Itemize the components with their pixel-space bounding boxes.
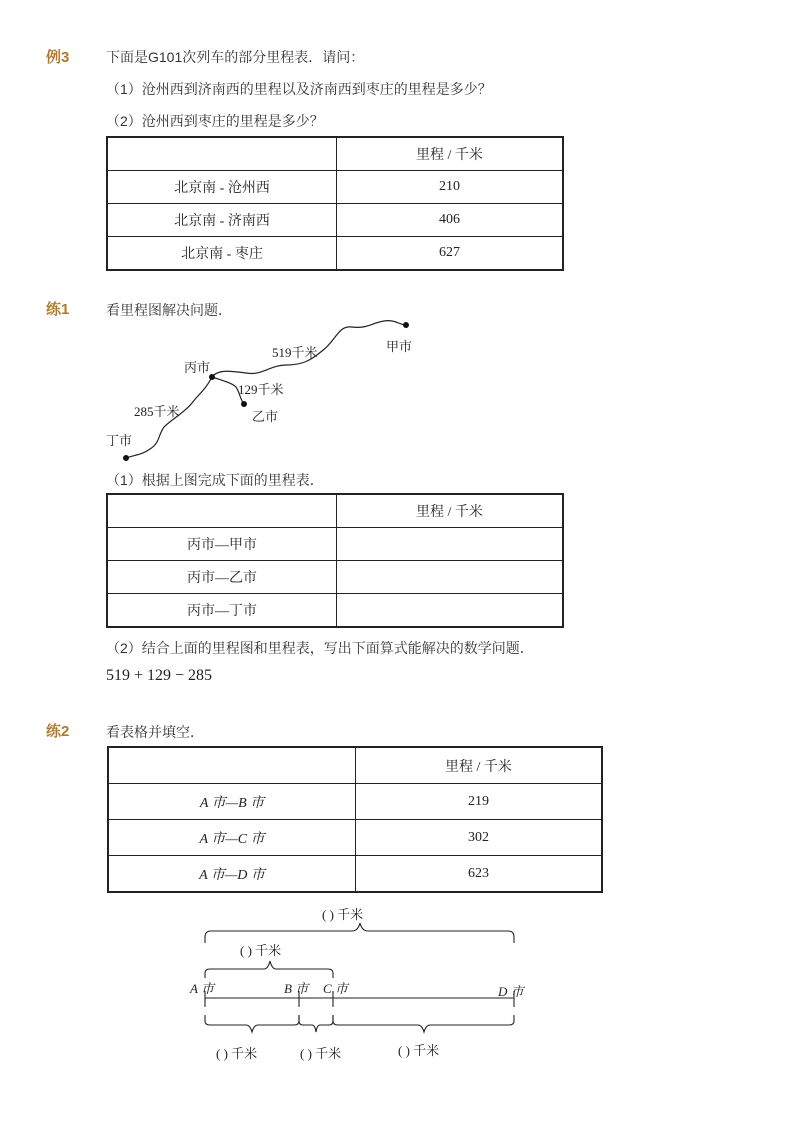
table-row: [107, 171, 563, 204]
table-cell-route: 北京南 - 济南西: [107, 204, 337, 237]
table-cell-route: 北京南 - 枣庄: [107, 237, 337, 271]
table-header-cell: [107, 494, 337, 528]
table-row: [108, 820, 602, 856]
table-cell-route: 丙市—甲市: [107, 528, 337, 561]
mileage-map: [0, 315, 800, 465]
example-3-question-2: （2）沧州西到枣庄的里程是多少？: [106, 113, 324, 129]
table-header-cell: 里程 / 千米: [337, 137, 564, 171]
table-row: [108, 856, 602, 893]
table-row: [107, 561, 563, 594]
table-cell-distance: 210: [337, 171, 564, 204]
distance-label-bing-ding: 285千米: [134, 404, 180, 419]
table-cell-route: 丙市—乙市: [107, 561, 337, 594]
table-cell-distance: 623: [356, 856, 603, 893]
table-header-row: [107, 494, 563, 528]
table-header-cell: [107, 137, 337, 171]
practice-1-table: [106, 493, 564, 628]
distance-label-bing-yi: 129千米: [238, 382, 284, 397]
table-cell-blank[interactable]: [337, 528, 564, 561]
point-label-d: D 市: [498, 984, 524, 999]
blank-a-b: ( ) 千米: [216, 1046, 258, 1061]
example-3-question-1: （1）沧州西到济南西的里程以及济南西到枣庄的里程是多少？: [106, 81, 492, 97]
blank-a-c: ( ) 千米: [240, 943, 282, 958]
table-header-cell: [108, 747, 356, 784]
practice-1-intro: 看里程图解决问题．: [106, 302, 232, 318]
point-label-c: C 市: [323, 981, 348, 996]
table-cell-route: A 市—D 市: [108, 856, 356, 893]
point-label-b: B 市: [284, 981, 309, 996]
table-row: [107, 528, 563, 561]
table-cell-distance: 627: [337, 237, 564, 271]
practice-2-tag: 练2: [46, 723, 70, 740]
table-cell-blank[interactable]: [337, 561, 564, 594]
table-header-cell: 里程 / 千米: [356, 747, 603, 784]
city-label-ding: 丁市: [106, 433, 133, 448]
city-label-bing: 丙市: [184, 360, 211, 375]
brace-a-b: [205, 1015, 299, 1032]
point-label-a: A 市: [190, 981, 214, 996]
blank-a-d: ( ) 千米: [322, 907, 364, 922]
table-cell-distance: 406: [337, 204, 564, 237]
practice-2-intro: 看表格并填空．: [106, 724, 204, 740]
brace-c-d: [333, 1015, 514, 1032]
table-header-cell: 里程 / 千米: [337, 494, 564, 528]
example-3-tag: 例3: [46, 49, 70, 66]
example-3-table: [106, 136, 564, 271]
blank-c-d: ( ) 千米: [398, 1043, 440, 1058]
table-cell-distance: 302: [356, 820, 603, 856]
table-cell-blank[interactable]: [337, 594, 564, 628]
table-cell-route: 丙市—丁市: [107, 594, 337, 628]
practice-1-formula: 519 + 129 − 285: [106, 667, 213, 684]
city-label-jia: 甲市: [386, 339, 413, 354]
practice-1-question-1: （1）根据上图完成下面的里程表．: [106, 472, 324, 488]
table-cell-route: A 市—B 市: [108, 784, 356, 820]
table-cell-route: A 市—C 市: [108, 820, 356, 856]
city-point-yi: [241, 401, 247, 407]
table-row: [108, 784, 602, 820]
blank-b-c: ( ) 千米: [300, 1046, 342, 1061]
brace-b-c: [299, 1015, 333, 1032]
city-point-ding: [123, 455, 129, 461]
city-point-jia: [403, 322, 409, 328]
practice-2-table: [107, 746, 603, 893]
practice-1-tag: 练1: [46, 301, 70, 318]
brace-a-c: [205, 961, 333, 978]
table-row: [107, 204, 563, 237]
table-row: [107, 237, 563, 271]
example-3-intro: 下面是G101次列车的部分里程表．请问：: [106, 49, 365, 65]
table-header-row: [108, 747, 602, 784]
city-label-yi: 乙市: [252, 409, 279, 424]
table-cell-distance: 219: [356, 784, 603, 820]
brace-a-d: [205, 923, 514, 943]
table-row: [107, 594, 563, 628]
table-header-row: [107, 137, 563, 171]
practice-1-question-2: （2）结合上面的里程图和里程表，写出下面算式能解决的数学问题．: [106, 640, 534, 656]
segment-diagram: [0, 895, 800, 1075]
distance-label-bing-jia: 519千米: [272, 345, 318, 360]
table-cell-route: 北京南 - 沧州西: [107, 171, 337, 204]
